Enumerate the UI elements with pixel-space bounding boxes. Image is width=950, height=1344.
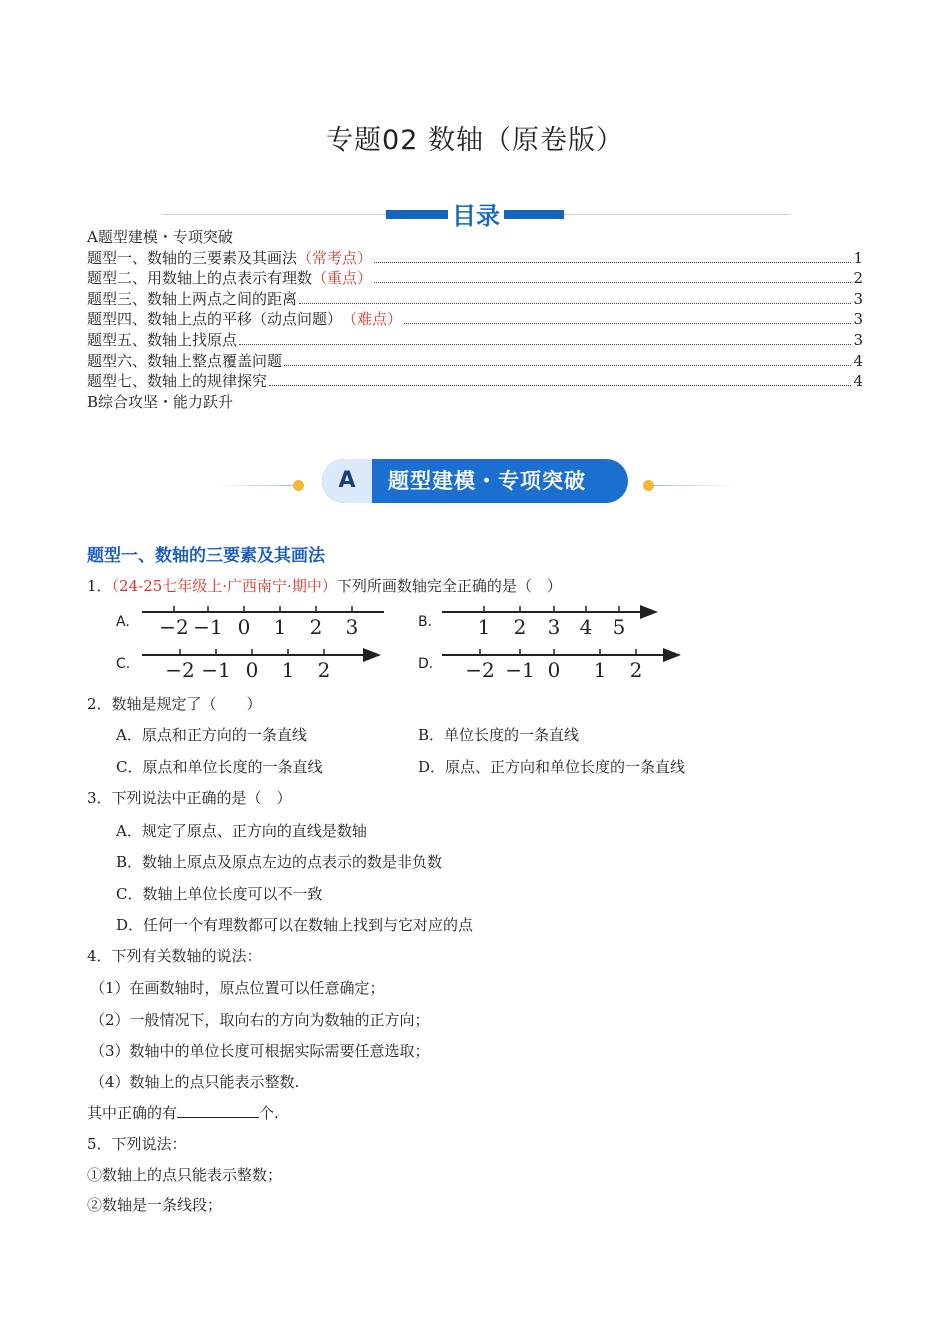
toc-item-page: 4 [853, 351, 863, 370]
toc-item-text: 题型七、数轴上的规律探究 [87, 372, 268, 391]
banner-dot-left [293, 480, 304, 491]
toc-dots [374, 281, 851, 283]
banner-badge: A [322, 459, 372, 503]
banner-line-right [652, 485, 734, 486]
banner-line-left [216, 485, 298, 486]
q3-option-d: D．任何一个有理数都可以在数轴上找到与它对应的点 [116, 916, 474, 934]
numberline-tick-label: 1 [281, 658, 295, 682]
numberline-tick-label: −1 [193, 615, 223, 639]
numberline-tick-label: 5 [612, 615, 626, 639]
page-title: 专题02 数轴（原卷版） [326, 125, 624, 156]
toc-item[interactable] [87, 227, 863, 248]
q3-option-c: C．数轴上单位长度可以不一致 [116, 885, 323, 903]
q1-option-d-numberline [436, 641, 686, 689]
numberline-tick-label: −1 [201, 658, 231, 682]
q4-statement-1: （1）在画数轴时，原点位置可以任意确定； [90, 979, 385, 997]
toc-item[interactable] [87, 330, 863, 351]
toc-bar-left [386, 210, 450, 219]
q2-option-a: A．原点和正方向的一条直线 [116, 726, 307, 744]
toc-item-page: 4 [853, 372, 863, 391]
toc-bar-right [502, 210, 564, 219]
q2-option-d: D．原点、正方向和单位长度的一条直线 [418, 758, 686, 776]
toc-item[interactable] [87, 351, 863, 372]
q1-option-d-label: D. [418, 656, 434, 672]
q1-option-a-numberline [136, 598, 396, 646]
toc-item-text: 题型四、数轴上点的平移（动点问题） [87, 310, 343, 329]
toc-list [87, 227, 863, 412]
question-2: 2．数轴是规定了（ ） [87, 695, 262, 713]
q1-option-b-label: B. [418, 614, 433, 630]
numberline-tick-label: 2 [309, 615, 323, 639]
banner-text: 题型建模・专项突破 [388, 469, 586, 493]
numberline-tick-label: 1 [477, 615, 491, 639]
numberline-tick-label: 0 [547, 658, 561, 682]
toc-item[interactable] [87, 268, 863, 289]
q2-option-c: C．原点和单位长度的一条直线 [116, 758, 323, 776]
numberline-tick-label: −2 [465, 658, 495, 682]
section-title: 题型一、数轴的三要素及其画法 [87, 546, 325, 566]
toc-item-tag: （难点） [342, 310, 403, 329]
toc-item-tag: （常考点） [297, 248, 373, 267]
toc-item[interactable] [87, 392, 863, 413]
q3-option-b: B．数轴上原点及原点左边的点表示的数是非负数 [116, 853, 443, 871]
toc-item-page: 3 [853, 310, 863, 329]
toc-dots [374, 261, 851, 263]
numberline-tick-label: −1 [505, 658, 535, 682]
toc-item-text: A题型建模・专项突破 [87, 228, 233, 246]
toc-item[interactable] [87, 248, 863, 269]
toc-label: 目录 [448, 196, 504, 231]
numberline-tick-label: 2 [317, 658, 331, 682]
q5-statement-1: ①数轴上的点只能表示整数； [87, 1166, 283, 1184]
toc-item-page: 2 [853, 269, 863, 288]
toc-item-text: 题型六、数轴上整点覆盖问题 [87, 351, 283, 370]
question-1 [87, 575, 562, 596]
numberline-tick-label: 2 [629, 658, 643, 682]
q4-answer-suffix: 个. [259, 1104, 279, 1122]
numberline-tick-label: 2 [513, 615, 527, 639]
toc-item-text: B综合攻坚・能力跃升 [87, 392, 234, 411]
q4-statement-3: （3）数轴中的单位长度可根据实际需要任意选取； [90, 1042, 430, 1060]
question-source: （24-25七年级上·广西南宁·期中） [111, 577, 337, 595]
numberline-tick-label: 4 [579, 615, 593, 639]
numberline-tick-label: 1 [593, 658, 607, 682]
question-text: 下列所画数轴完全正确的是（ ） [336, 577, 562, 595]
toc-item-text: 题型三、数轴上两点之间的距离 [87, 289, 298, 308]
question-number: 1． [87, 577, 112, 595]
question-4: 4．下列有关数轴的说法： [87, 947, 262, 965]
question-3: 3．下列说法中正确的是（ ） [87, 789, 292, 807]
toc-item-text: 题型二、用数轴上的点表示有理数 [87, 269, 313, 288]
question-5: 5．下列说法： [87, 1135, 187, 1153]
q1-option-c-numberline [136, 641, 386, 689]
section-banner [322, 459, 628, 503]
toc-item[interactable] [87, 371, 863, 392]
q5-statement-2: ②数轴是一条线段； [87, 1196, 223, 1214]
toc-item-page: 3 [853, 330, 863, 349]
q4-statement-4: （4）数轴上的点只能表示整数. [90, 1073, 300, 1091]
numberline-tick-label: −2 [159, 615, 189, 639]
numberline-tick-label: −2 [165, 658, 195, 682]
toc-dots [284, 364, 851, 366]
q4-answer-line [87, 1102, 279, 1123]
toc-item-page: 1 [853, 248, 863, 267]
toc-item[interactable] [87, 309, 863, 330]
toc-item-text: 题型五、数轴上找原点 [87, 330, 238, 349]
q1-option-a-label: A. [116, 614, 130, 630]
q4-statement-2: （2）一般情况下，取向右的方向为数轴的正方向； [90, 1011, 430, 1029]
q2-option-b: B．单位长度的一条直线 [418, 726, 580, 744]
toc-item[interactable] [87, 289, 863, 310]
toc-dots [269, 384, 851, 386]
toc-dots [404, 322, 851, 324]
q1-option-b-numberline [436, 598, 666, 646]
q3-option-a: A．规定了原点、正方向的直线是数轴 [116, 822, 367, 840]
numberline-tick-label: 3 [547, 615, 561, 639]
toc-item-text: 题型一、数轴的三要素及其画法 [87, 248, 298, 267]
toc-item-page: 3 [853, 289, 863, 308]
toc-item-tag: （重点） [312, 269, 373, 288]
numberline-tick-label: 1 [273, 615, 287, 639]
answer-blank[interactable] [177, 1103, 259, 1118]
q1-option-c-label: C. [116, 656, 131, 672]
numberline-tick-label: 0 [237, 615, 251, 639]
numberline-tick-label: 0 [245, 658, 259, 682]
toc-dots [239, 343, 851, 345]
toc-dots [299, 302, 851, 304]
q4-answer-prefix: 其中正确的有 [87, 1104, 178, 1122]
numberline-tick-label: 3 [345, 615, 359, 639]
